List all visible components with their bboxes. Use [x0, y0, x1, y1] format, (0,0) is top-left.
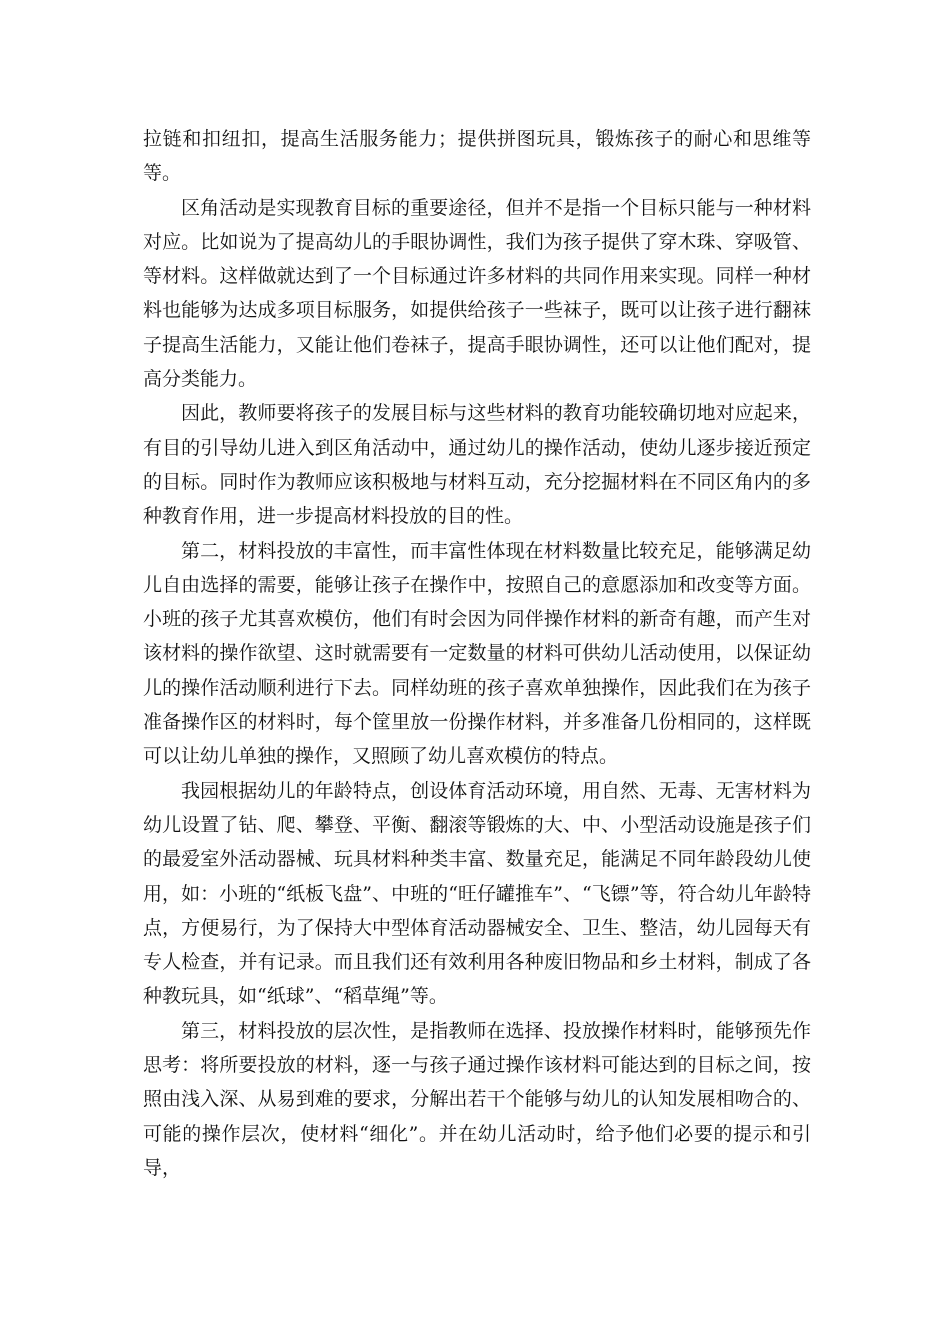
- paragraph-1: 拉链和扣纽扣，提高生活服务能力；提供拼图玩具，锻炼孩子的耐心和思维等等。: [143, 128, 811, 185]
- paragraph-5: 我园根据幼儿的年龄特点，创设体育活动环境，用自然、无毒、无害材料为幼儿设置了钻、爬、攀登、平衡、翻滚等锻炼的大、中、小型活动设施是孩子们的最爱室外活动器械、玩具材料种类丰富、数量充足，能满足不同年龄段幼儿使用，如：小班的“纸板飞盘”、中班的“旺仔罐推车”、“飞镖”等，符合幼儿年龄特点，方便易行，为了保持大中型体育活动器械安全、卫生、整洁，幼儿园每天有专人检查，并有记录。而且我们还有效利用各种废旧物品和乡土材料，制成了各种教玩具，如“纸球”、“稻草绳”等。: [143, 779, 811, 1008]
- document-body: [143, 122, 811, 1185]
- paragraph-3: 因此，教师要将孩子的发展目标与这些材料的教育功能较确切地对应起来，有目的引导幼儿进入到区角活动中，通过幼儿的操作活动，使幼儿逐步接近预定的目标。同时作为教师应该积极地与材料互动，充分挖掘材料在不同区角内的多种教育作用，进一步提高材料投放的目的性。: [143, 402, 811, 528]
- paragraph-6: 第三，材料投放的层次性，是指教师在选择、投放操作材料时，能够预先作思考：将所要投放的材料，逐一与孩子通过操作该材料可能达到的目标之间，按照由浅入深、从易到难的要求，分解出若干个能够与幼儿的认知发展相吻合的、可能的操作层次，使材料“细化”。并在幼儿活动时，给予他们必要的提示和引导，: [143, 1019, 811, 1179]
- paragraph-2: 区角活动是实现教育目标的重要途径，但并不是指一个目标只能与一种材料对应。比如说为了提高幼儿的手眼协调性，我们为孩子提供了穿木珠、穿吸管、等材料。这样做就达到了一个目标通过许多材料的共同作用来实现。同样一种材料也能够为达成多项目标服务，如提供给孩子一些袜子，既可以让孩子进行翻袜子提高生活能力，又能让他们卷袜子，提高手眼协调性，还可以让他们配对，提高分类能力。: [143, 196, 811, 391]
- paragraph-4: 第二，材料投放的丰富性，而丰富性体现在材料数量比较充足，能够满足幼儿自由选择的需要，能够让孩子在操作中，按照自己的意愿添加和改变等方面。小班的孩子尤其喜欢模仿，他们有时会因为同伴操作材料的新奇有趣，而产生对该材料的操作欲望、这时就需要有一定数量的材料可供幼儿活动使用，以保证幼儿的操作活动顺利进行下去。同样幼班的孩子喜欢单独操作，因此我们在为孩子准备操作区的材料时，每个筐里放一份操作材料，并多准备几份相同的，这样既可以让幼儿单独的操作，又照顾了幼儿喜欢模仿的特点。: [143, 539, 811, 768]
